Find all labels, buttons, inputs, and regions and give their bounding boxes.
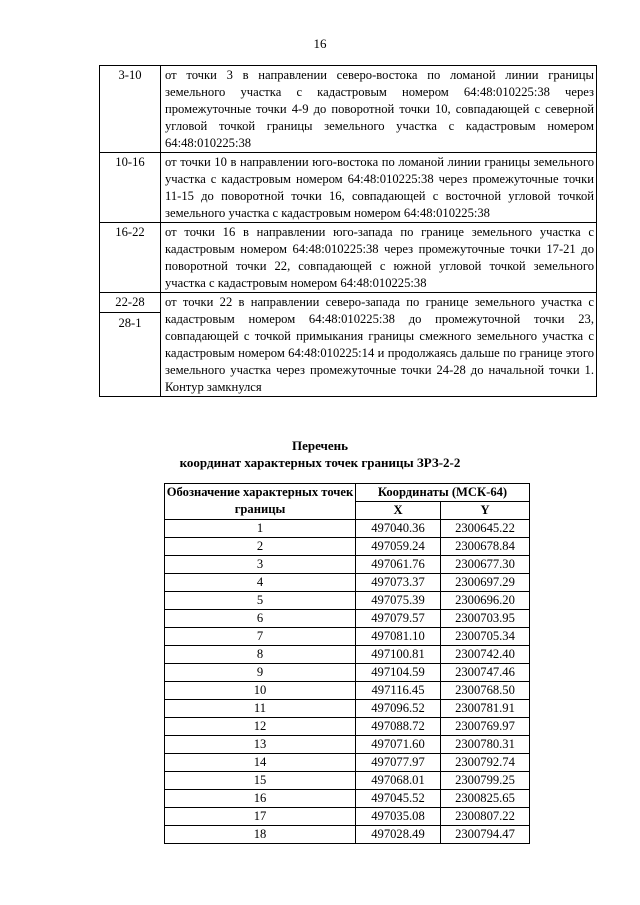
coordinate-row xyxy=(165,826,530,844)
point-number: 11 xyxy=(165,700,356,718)
coordinate-row xyxy=(165,682,530,700)
x-coordinate: 497116.45 xyxy=(356,682,441,700)
coords-heading xyxy=(0,437,640,471)
coordinate-row xyxy=(165,790,530,808)
point-number: 16 xyxy=(165,790,356,808)
x-coordinate: 497096.52 xyxy=(356,700,441,718)
x-coordinate: 497059.24 xyxy=(356,538,441,556)
header-x: X xyxy=(356,502,441,520)
coordinate-row xyxy=(165,610,530,628)
x-coordinate: 497077.97 xyxy=(356,754,441,772)
coordinate-row xyxy=(165,718,530,736)
x-coordinate: 497104.59 xyxy=(356,664,441,682)
segment-cell xyxy=(100,293,161,397)
point-number: 1 xyxy=(165,520,356,538)
segment-label: 3-10 xyxy=(118,68,142,82)
segment-label: 22-28 xyxy=(99,294,161,313)
segment-cell xyxy=(100,223,161,293)
y-coordinate: 2300747.46 xyxy=(441,664,530,682)
coords-heading-line1: Перечень xyxy=(291,438,349,453)
boundary-description-table xyxy=(99,65,597,397)
y-coordinate: 2300825.65 xyxy=(441,790,530,808)
segment-label: 10-16 xyxy=(115,155,145,169)
x-coordinate: 497028.49 xyxy=(356,826,441,844)
point-number: 12 xyxy=(165,718,356,736)
point-number: 17 xyxy=(165,808,356,826)
y-coordinate: 2300781.91 xyxy=(441,700,530,718)
segment-description: от точки 22 в направлении северо-запада по границе земельного участка с кадастровым номером 64:48:010225:38 до промежуточной точки 23, совпадающей с точкой примыкания границы смежного земельного участка с кадастровым номером 64:48:010225:14 и продолжаясь дальше по границе этого земельного участка через промежуточные точки 24-28 до начальной точки 1. Контур замкнулся xyxy=(161,293,597,397)
point-number: 9 xyxy=(165,664,356,682)
point-number: 6 xyxy=(165,610,356,628)
header-coords: Координаты (МСК-64) xyxy=(356,484,530,502)
point-number: 8 xyxy=(165,646,356,664)
y-coordinate: 2300697.29 xyxy=(441,574,530,592)
point-number: 7 xyxy=(165,628,356,646)
coordinate-row xyxy=(165,808,530,826)
y-coordinate: 2300780.31 xyxy=(441,736,530,754)
x-coordinate: 497045.52 xyxy=(356,790,441,808)
description-row xyxy=(100,223,597,293)
description-row xyxy=(100,153,597,223)
x-coordinate: 497075.39 xyxy=(356,592,441,610)
segment-cell xyxy=(100,153,161,223)
segment-cell xyxy=(100,66,161,153)
header-points: Обозначение характерных точек границы xyxy=(165,484,356,520)
page-number: 16 xyxy=(313,36,327,51)
coordinate-row xyxy=(165,664,530,682)
x-coordinate: 497079.57 xyxy=(356,610,441,628)
description-row xyxy=(100,66,597,153)
x-coordinate: 497088.72 xyxy=(356,718,441,736)
y-coordinate: 2300645.22 xyxy=(441,520,530,538)
header-y: Y xyxy=(441,502,530,520)
coordinate-row xyxy=(165,574,530,592)
x-coordinate: 497035.08 xyxy=(356,808,441,826)
x-coordinate: 497061.76 xyxy=(356,556,441,574)
x-coordinate: 497100.81 xyxy=(356,646,441,664)
point-number: 3 xyxy=(165,556,356,574)
coordinate-row xyxy=(165,700,530,718)
y-coordinate: 2300696.20 xyxy=(441,592,530,610)
y-coordinate: 2300742.40 xyxy=(441,646,530,664)
x-coordinate: 497073.37 xyxy=(356,574,441,592)
segment-description: от точки 3 в направлении северо-востока по ломаной линии границы земельного участка с кадастровым номером 64:48:010225:38 через промежуточные точки 4-9 до поворотной точки 10, совпадающей с северной угловой точкой границы земельного участка с кадастровым номером 64:48:010225:38 xyxy=(161,66,597,153)
y-coordinate: 2300677.30 xyxy=(441,556,530,574)
y-coordinate: 2300678.84 xyxy=(441,538,530,556)
point-number: 18 xyxy=(165,826,356,844)
x-coordinate: 497071.60 xyxy=(356,736,441,754)
x-coordinate: 497040.36 xyxy=(356,520,441,538)
coordinate-row xyxy=(165,772,530,790)
coordinate-row xyxy=(165,628,530,646)
point-number: 10 xyxy=(165,682,356,700)
description-row xyxy=(100,293,597,397)
segment-description: от точки 10 в направлении юго-востока по ломаной линии границы земельного участка с кадастровым номером 64:48:010225:38 через промежуточные точки 11-15 до поворотной точки 16, совпадающей с восточной угловой точкой земельного участка с кадастровым номером 64:48:010225:38 xyxy=(161,153,597,223)
y-coordinate: 2300807.22 xyxy=(441,808,530,826)
coordinates-table xyxy=(164,483,530,844)
segment-description: от точки 16 в направлении юго-запада по границе земельного участка с кадастровым номером 64:48:010225:38 через промежуточные точки 17-21 до поворотной точки 22, совпадающей с южной угловой точкой земельного участка с кадастровым номером 64:48:010225:38 xyxy=(161,223,597,293)
coordinate-row xyxy=(165,736,530,754)
coordinate-row xyxy=(165,556,530,574)
segment-label: 16-22 xyxy=(115,225,145,239)
point-number: 15 xyxy=(165,772,356,790)
y-coordinate: 2300705.34 xyxy=(441,628,530,646)
coordinate-row xyxy=(165,754,530,772)
coords-heading-line2: координат характерных точек границы ЗРЗ-2-2 xyxy=(179,455,461,470)
y-coordinate: 2300703.95 xyxy=(441,610,530,628)
coordinate-row xyxy=(165,592,530,610)
x-coordinate: 497068.01 xyxy=(356,772,441,790)
point-number: 4 xyxy=(165,574,356,592)
point-number: 14 xyxy=(165,754,356,772)
point-number: 13 xyxy=(165,736,356,754)
point-number: 5 xyxy=(165,592,356,610)
coordinate-row xyxy=(165,646,530,664)
y-coordinate: 2300769.97 xyxy=(441,718,530,736)
point-number: 2 xyxy=(165,538,356,556)
coordinate-row xyxy=(165,520,530,538)
y-coordinate: 2300799.25 xyxy=(441,772,530,790)
segment-label: 28-1 xyxy=(118,316,142,330)
y-coordinate: 2300794.47 xyxy=(441,826,530,844)
y-coordinate: 2300792.74 xyxy=(441,754,530,772)
coordinate-row xyxy=(165,538,530,556)
y-coordinate: 2300768.50 xyxy=(441,682,530,700)
x-coordinate: 497081.10 xyxy=(356,628,441,646)
